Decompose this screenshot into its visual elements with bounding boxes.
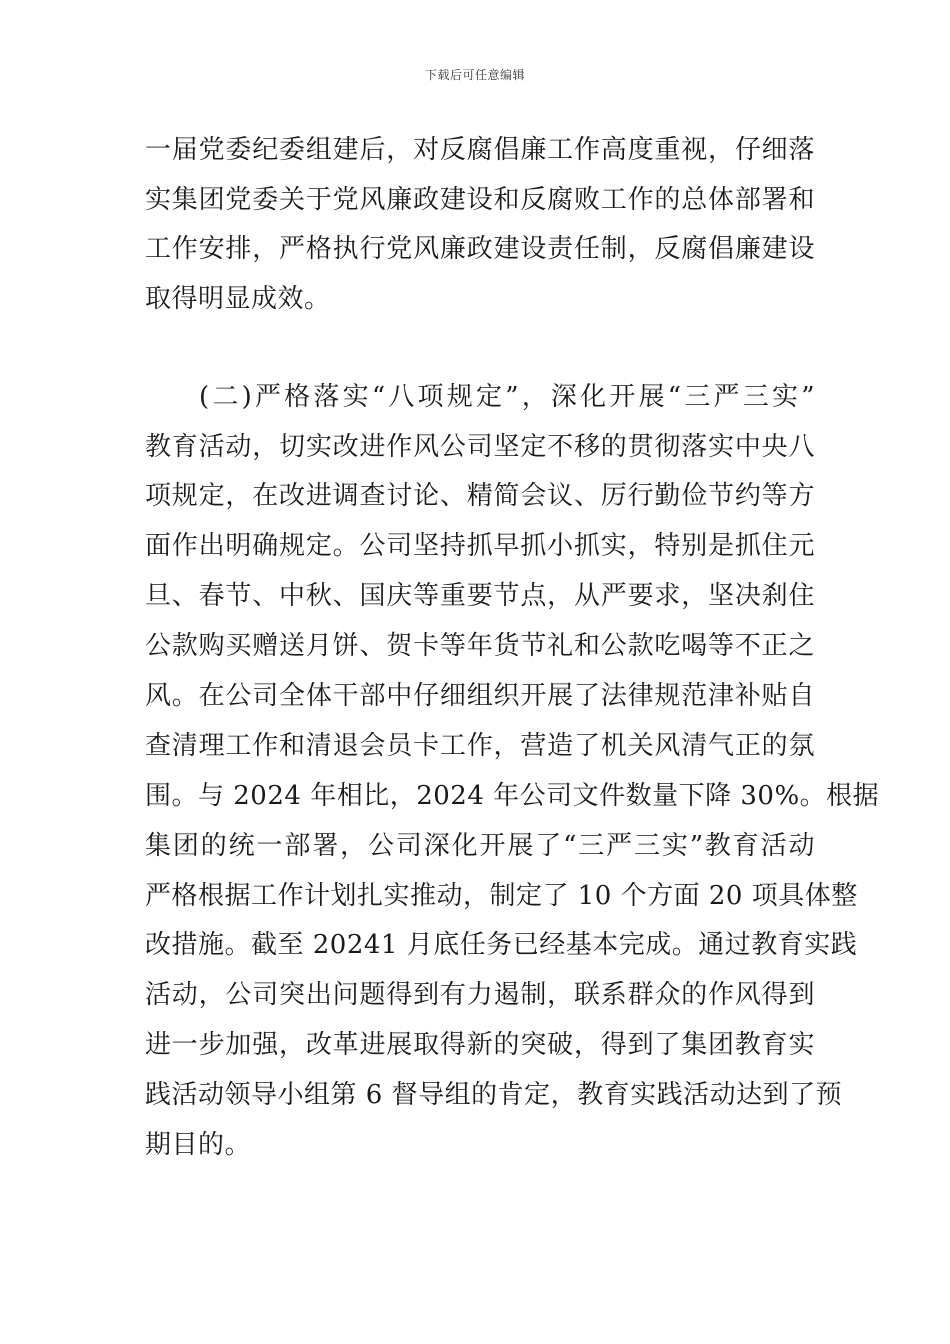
text-line: 集团的统一部署，公司深化开展了“三严三实”教育活动 [145, 831, 815, 861]
text-line: 旦、春节、中秋、国庆等重要节点，从严要求，坚决刹住 [145, 581, 815, 611]
text-line: (二)严格落实“八项规定”，深化开展“三严三实” [199, 382, 815, 412]
text-line: 践活动领导小组第 6 督导组的肯定，教育实践活动达到了预 [145, 1080, 843, 1110]
text-line: 进一步加强，改革进展取得新的突破，得到了集团教育实 [145, 1030, 815, 1060]
text-line: 工作安排，严格执行党风廉政建设责任制，反腐倡廉建设 [145, 234, 815, 264]
text-line: 活动，公司突出问题得到有力遏制，联系群众的作风得到 [145, 980, 815, 1010]
text-line: 风。在公司全体干部中仔细组织开展了法律规范津补贴自 [145, 681, 815, 711]
text-line: 严格根据工作计划扎实推动，制定了 10 个方面 20 项具体整 [145, 881, 858, 911]
text-line: 教育活动，切实改进作风公司坚定不移的贯彻落实中央八 [145, 432, 815, 462]
text-line: 公款购买赠送月饼、贺卡等年货节礼和公款吃喝等不正之 [145, 631, 815, 661]
text-line: 面作出明确规定。公司坚持抓早抓小抓实，特别是抓住元 [145, 531, 815, 561]
text-line: 项规定，在改进调查讨论、精简会议、厉行勤俭节约等方 [145, 481, 815, 511]
text-line: 期目的。 [145, 1130, 252, 1160]
text-line: 改措施。截至 20241 月底任务已经基本完成。通过教育实践 [145, 930, 858, 960]
text-line: 实集团党委关于党风廉政建设和反腐败工作的总体部署和 [145, 185, 815, 215]
download-editable-note: 下载后可任意编辑 [424, 68, 525, 82]
text-line: 一届党委纪委组建后，对反腐倡廉工作高度重视，仔细落 [145, 135, 815, 165]
text-line: 围。与 2024 年相比，2024 年公司文件数量下降 30%。根据 [145, 781, 880, 811]
text-line: 取得明显成效。 [145, 284, 331, 314]
text-line: 查清理工作和清退会员卡工作，营造了机关风清气正的氛 [145, 731, 815, 761]
